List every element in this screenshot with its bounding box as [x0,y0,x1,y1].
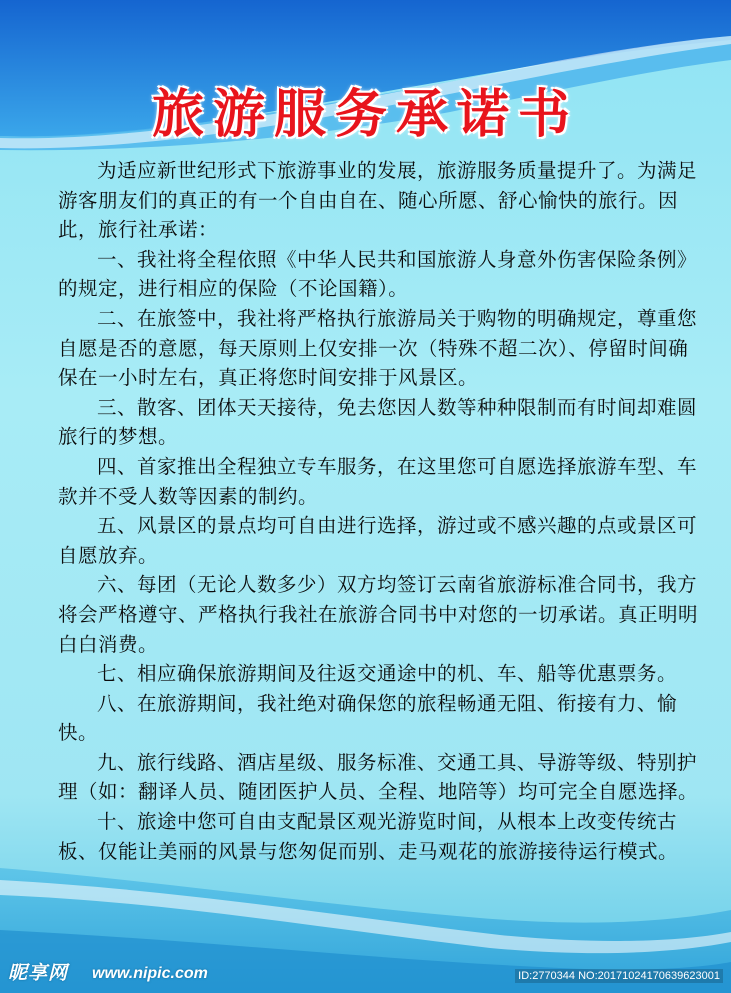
page-title: 旅游服务承诺书 [151,84,579,145]
promise-1: 一、我社将全程依照《中华人民共和国旅游人身意外伤害保险条例》的规定，进行相应的保险（不论国籍）。 [58,247,698,301]
promise-3: 三、散客、团体天天接待，免去您因人数等种种限制而有时间却难圆旅行的梦想。 [58,395,698,449]
watermark-url: www.nipic.com [92,965,208,982]
watermark-logo: 昵享网 [8,962,69,984]
promise-5: 五、风景区的景点均可自由进行选择，游过或不感兴趣的点或景区可自愿放弃。 [58,514,698,567]
promise-2: 二、在旅签中，我社将严格执行旅游局关于购物的明确规定，尊重您自愿是否的意愿，每天原则上仅安排一次（特殊不超二次）、停留时间确保在一小时左右，真正将您时间安排于风景区。 [58,306,698,390]
promise-9: 九、旅行线路、酒店星级、服务标准、交通工具、导游等级、特别护理（如：翻译人员、随团医护人员、全程、地陪等）均可完全自愿选择。 [58,750,699,804]
promise-10: 十、旅途中您可自由支配景区观光游览时间，从根本上改变传统古板、仅能让美丽的风景与您匆促而别、走马观花的旅游接待运行模式。 [58,810,679,863]
watermark-id: ID:2770344 NO:20171024170639623001 [515,969,723,983]
promise-7: 七、相应确保旅游期间及往返交通途中的机、车、船等优惠票务。 [97,662,678,686]
promise-6: 六、每团（无论人数多少）双方均签订云南省旅游标准合同书，我方将会严格遵守、严格执行我社在旅游合同书中对您的一切承诺。真正明明白白消费。 [58,573,699,656]
intro-paragraph: 为适应新世纪形式下旅游事业的发展，旅游服务质量提升了。为满足游客朋友们的真正的有一个自由自在、随心所愿、舒心愉快的旅行。因此，旅行社承诺： [58,159,698,242]
document-body [58,156,698,866]
promise-8: 八、在旅游期间，我社绝对确保您的旅程畅通无阻、衔接有力、愉快。 [58,691,678,745]
promise-4: 四、首家推出全程独立专车服务，在这里您可自愿选择旅游车型、车款并不受人数等因素的制约。 [58,454,698,508]
